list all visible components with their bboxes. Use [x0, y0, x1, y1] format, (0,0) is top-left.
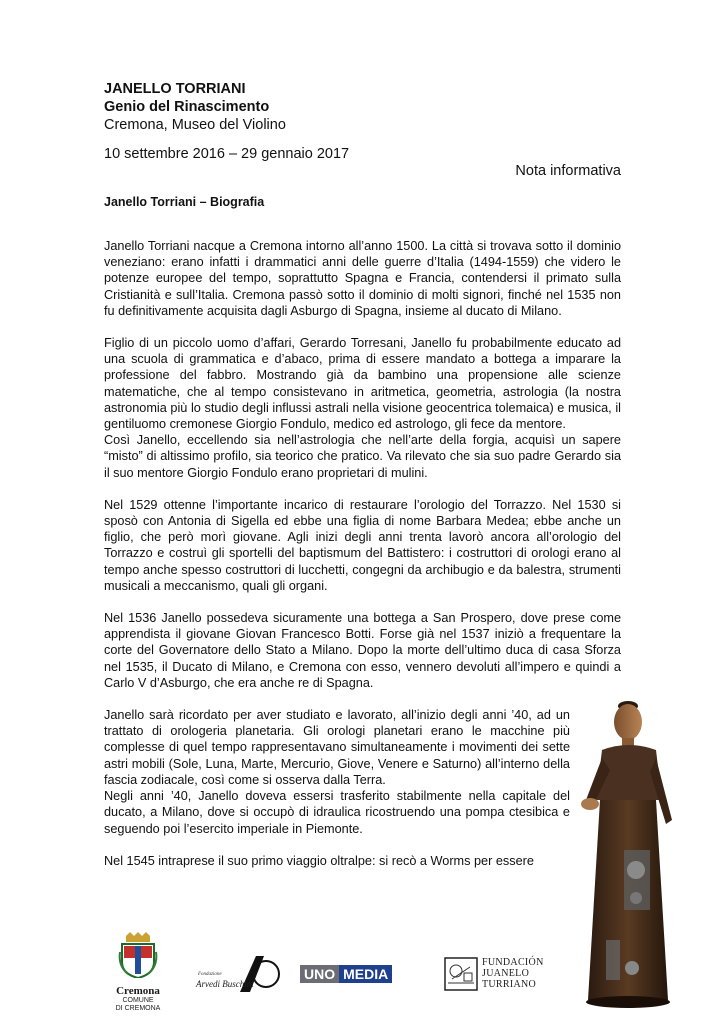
cremona-logo-sub1: COMUNE [122, 997, 154, 1004]
paragraph: Così Janello, eccellendo sia nell’astrologia che nell’arte della forgia, acquisì un sapere “misto” di altissimo profilo, sia teorico che pratico. Va rilevato che sia suo padre Gerardo sia il suo mentore Giorgio Fondulo erano proprietari di mulini. [104, 433, 621, 480]
arvedi-small-text: Fondazione [198, 972, 222, 977]
paragraph: Janello Torriani nacque a Cremona intorno all’anno 1500. La città si trovava sotto il dominio veneziano: erano infatti i drammatici anni delle guerre d’Italia (1494-1559) che videro le potenze europee del tempo, soprattutto Spagna e Francia, contendersi il primato sulla Cristianità e sull’Italia. Cremona passò sotto il dominio di molti signori, finché nel 1535 non fu definitivamente acquisita dagli Asburgo di Spagna, insieme al ducato di Milano. [104, 239, 621, 318]
exhibition-place: Cremona, Museo del Violino [104, 117, 286, 133]
exhibition-dates: 10 settembre 2016 – 29 gennaio 2017 [104, 146, 350, 162]
paragraph: Nel 1536 Janello possedeva sicuramente una bottega a San Prospero, dove prese come apprendista il giovane Giovan Francesco Botti. Forse già nel 1537 iniziò a frequentare la corte del Governatore dello Stato a Milano. Dopo la morte dell’ultimo duca di casa Sforza nel 1535, il Ducato di Milano, e Cremona con esso, vennero devoluti all’impero e quindi a Carlo V d’Asburgo, che era anche re di Spagna. [104, 611, 621, 690]
exhibition-subtitle: Genio del Rinascimento [104, 99, 270, 115]
biography-text [104, 238, 621, 885]
fundacion-emblem-icon [444, 957, 478, 991]
fundacion-line-1: FUNDACIÓN [482, 957, 544, 968]
paragraph: Figlio di un piccolo uomo d’affari, Gerardo Torresani, Janello fu probabilmente educato ad una scuola di grammatica e d’abaco, prima di essere mandato a bottega a imparare la professione del fabbro. Mostrando già da bambino una propensione alle scienze matematiche, che al tempo consistevano in aritmetica, geometria, astrologia (la nostra astronomia più lo studio degli influssi astrali nella visione geocentrica tolemaica) e musica, il gentiluomo cremonese Giorgio Fondulo, medico ed astrologo, gli fece da mentore. [104, 336, 621, 432]
note-label: Nota informativa [515, 163, 621, 179]
paragraph: Janello sarà ricordato per aver studiato e lavorato, all’inizio degli anni ’40, ad un trattato di orologeria planetaria. Gli orologi planetari erano le macchine più complesse di quel tempo rappresentavano simultaneamente i movimenti dei sette astri mobili (Sole, Luna, Marte, Mercurio, Giove, Venere e Saturno) all’interno della fascia zodiacale, così come si osserva dalla Terra. [104, 708, 570, 787]
document-header [104, 80, 286, 134]
fundacion-line-3: TURRIANO [482, 979, 537, 990]
comune-di-cremona-logo [112, 932, 164, 1013]
cremona-logo-sub2: DI CREMONA [115, 1005, 161, 1012]
fundacion-juanelo-turriano-logo [444, 957, 554, 993]
paragraph: Nel 1545 intraprese il suo primo viaggio oltralpe: si recò a Worms per essere [104, 853, 534, 868]
uno-text: UNO [300, 965, 339, 983]
fundacion-line-2: JUANELO [482, 968, 530, 979]
fondazione-arvedi-logo [194, 952, 284, 994]
cremona-logo-name: Cremona [116, 985, 160, 997]
section-title: Janello Torriani – Biografia [104, 195, 265, 209]
uno-media-logo [300, 965, 392, 983]
arvedi-name-text: Arvedi Buschini [196, 979, 254, 989]
cremona-crest-icon [118, 932, 158, 978]
paragraph: Nel 1529 ottenne l’importante incarico di restaurare l’orologio del Torrazzo. Nel 1530 si sposò con Antonia di Sigella ed ebbe una figlia di nome Barbara Medea; ebbe anche un figlio, che però morì giovane. Agli inizi degli anni trenta lavorò ancora all’orologio del Torrazzo e costruì gli sportelli del baptismum del Battistero: i costruttori di orologi erano al tempo anche spesso costruttori di lucchetti, congegni da archibugio e da balestra, strumenti musicali a meccanismo, quali gli organi. [104, 497, 621, 593]
automaton-statue-image [572, 700, 682, 1010]
media-text: MEDIA [339, 965, 392, 983]
paragraph: Negli anni ’40, Janello doveva essersi trasferito stabilmente nella capitale del ducato, a Milano, dove si occupò di idraulica ricostruendo una pompa ctesibica e seguendo poi l’esercito imperiale in Piemonte. [104, 789, 570, 836]
exhibition-title: JANELLO TORRIANI [104, 81, 246, 97]
